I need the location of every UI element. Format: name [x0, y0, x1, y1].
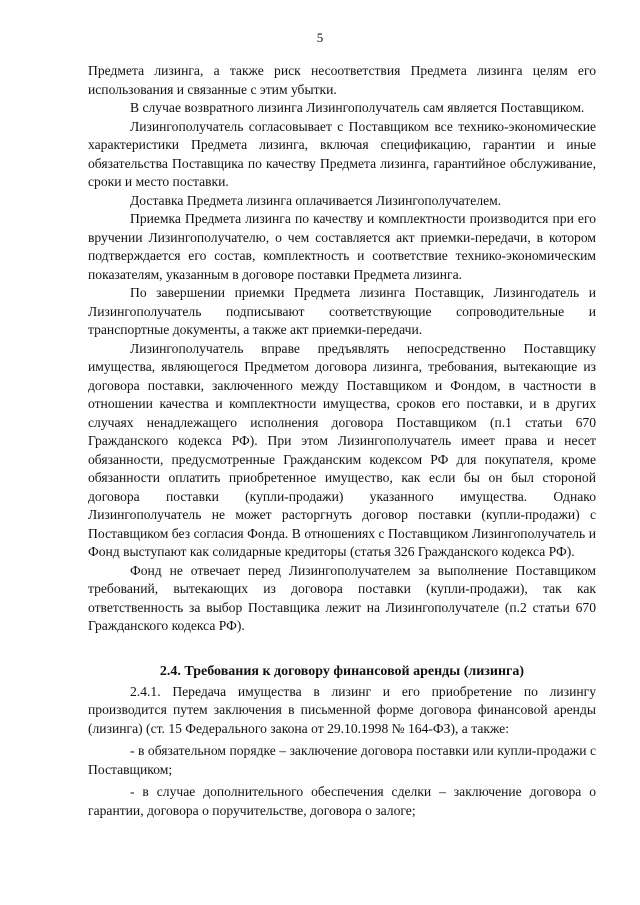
paragraph: Фонд не отвечает перед Лизингополучателем за выполнение Поставщиком требований, вытекающих из договора поставки (купли-продажи), так как ответственность за выбор Поставщика лежит на Лизингополучателе (п.2 статьи 670 Гражданского кодекса РФ). [88, 562, 596, 633]
section-paragraph: 2.4.1. Передача имущества в лизинг и его приобретение по лизингу производится путем заключения в письменной форме договора финансовой аренды (лизинга) (ст. 15 Федерального закона от 29.10.1998 № 164-ФЗ), а также: [88, 683, 596, 736]
paragraph: Лизингополучатель согласовывает с Поставщиком все технико-экономические характеристики Предмета лизинга, включая спецификацию, гарантии и иные обязательства Поставщика по качеству Предмета лизинга, гарантийное обслуживание, сроки и место поставки. [88, 118, 596, 189]
page-number: 5 [316, 30, 324, 45]
document-body [88, 62, 596, 820]
paragraph: Лизингополучатель вправе предъявлять непосредственно Поставщику имущества, являющегося Предметом договора лизинга, требования, вытекающие из договора поставки, заключенного между Поставщиком и Фондом, в частности в отношении качества и комплектности имущества, сроков его поставки, и в других случаях ненадлежащего исполнения договора Поставщиком (п.1 статьи 670 Гражданского кодекса РФ). При этом Лизингополучатель имеет права и несет обязанности, предусмотренные Гражданским кодексом РФ для покупателя, кроме обязанности оплатить приобретенное имущество, как если бы он был стороной договора поставки (купли-продажи) указанного имущества. Однако Лизингополучатель не может расторгнуть договор поставки (купли-продажи) с Поставщиком без согласия Фонда. В отношениях с Поставщиком Лизингополучатель и Фонд выступают как солидарные кредиторы (статья 326 Гражданского кодекса РФ). [88, 340, 596, 559]
paragraph: В случае возвратного лизинга Лизингополучатель сам является Поставщиком. [130, 100, 585, 115]
paragraph: Доставка Предмета лизинга оплачивается Лизингополучателем. [130, 192, 502, 208]
paragraph: По завершении приемки Предмета лизинга Поставщик, Лизингодатель и Лизингополучатель подписывают соответствующие сопроводительные и транспортные документы, а также акт приемки-передачи. [88, 285, 596, 337]
paragraph: Приемка Предмета лизинга по качеству и комплектности производится при его вручении Лизингополучателю, о чем составляется акт приемки-передачи, в котором подтверждается его состав, комплектность и соответствие технико-экономическим показателям, указанным в договоре поставки Предмета лизинга. [88, 211, 596, 282]
list-item: - в случае дополнительного обеспечения сделки – заключение договора о гарантии, договора о поручительстве, договора о залоге; [88, 784, 596, 818]
list-item: - в обязательном порядке – заключение договора поставки или купли-продажи с Поставщиком; [88, 743, 596, 777]
section-heading: 2.4. Требования к договору финансовой аренды (лизинга) [159, 663, 525, 679]
paragraph: Предмета лизинга, а также риск несоответствия Предмета лизинга целям его использования и связанные с этим убытки. [88, 63, 596, 97]
